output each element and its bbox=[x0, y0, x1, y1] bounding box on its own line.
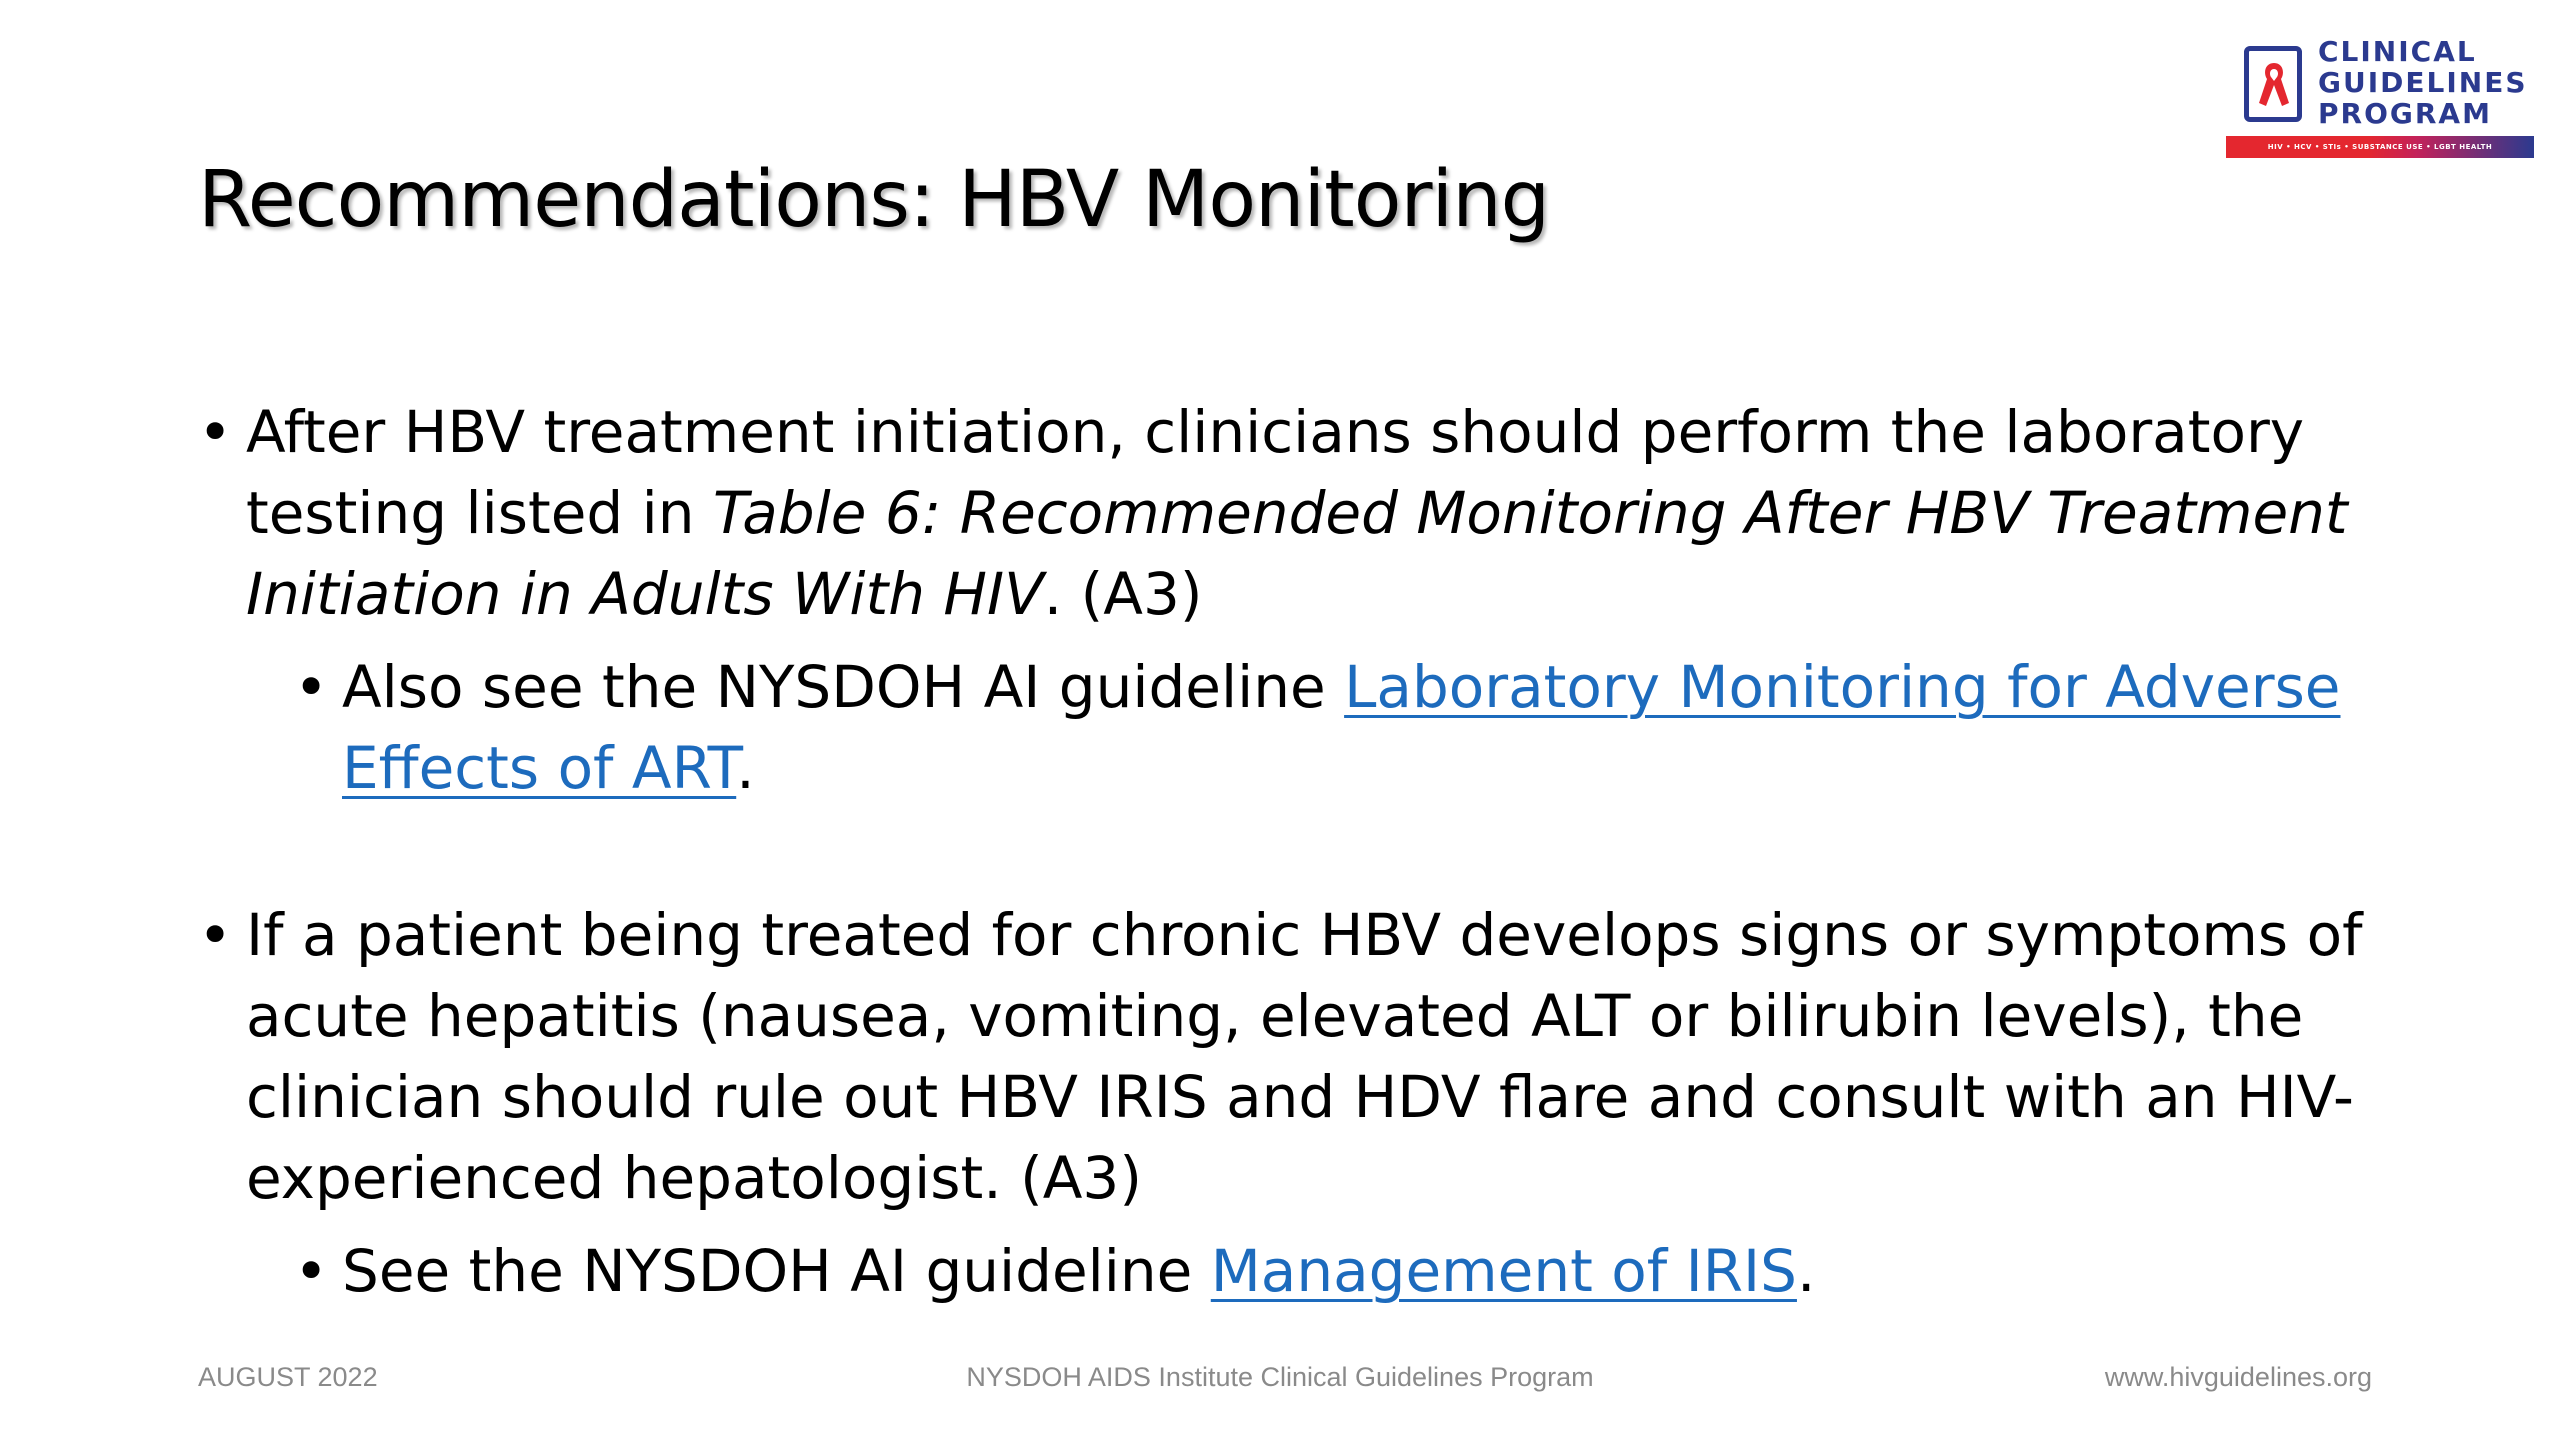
red-ribbon-icon bbox=[2255, 59, 2293, 111]
logo-tagline: HIV • HCV • STIs • SUBSTANCE USE • LGBT HEALTH bbox=[2226, 136, 2534, 158]
bullet-1-text: After HBV treatment initiation, clinicians should perform the laboratory testing listed in bbox=[246, 398, 2305, 547]
sub-bullet-2-text: See the NYSDOH AI guideline bbox=[342, 1237, 1211, 1305]
management-of-iris-link[interactable]: Management of IRIS bbox=[1210, 1237, 1797, 1305]
footer-website: www.hivguidelines.org bbox=[2104, 1362, 2372, 1392]
sub-bullet-1-period: . bbox=[736, 734, 755, 802]
bullet-icon: • bbox=[198, 398, 233, 466]
sub-bullet-1-text: Also see the NYSDOH AI guideline bbox=[342, 653, 1345, 721]
bullet-item-1 bbox=[198, 392, 2398, 635]
footer-date: AUGUST 2022 bbox=[198, 1362, 378, 1392]
bullet-item-2 bbox=[198, 895, 2398, 1219]
logo-line-2: GUIDELINES bbox=[2318, 66, 2528, 99]
sub-bullet-icon: • bbox=[294, 1237, 329, 1305]
sub-bullet-icon: • bbox=[294, 653, 329, 721]
sub-bullet-2-period: . bbox=[1796, 1237, 1816, 1305]
slide-title: Recommendations: HBV Monitoring bbox=[198, 155, 1550, 245]
bullet-1-rating: . (A3) bbox=[1043, 560, 1203, 628]
sub-bullet-item-2 bbox=[294, 1231, 2398, 1312]
sub-bullet-item-1 bbox=[294, 647, 2398, 809]
bullet-2-text: If a patient being treated for chronic HBV develops signs or symptoms of acute hepatitis (nausea, vomiting, elevated ALT or bilirubin levels), the clinician should rule out HBV IRIS and HDV flare and consult with an HIV-experienced hepatologist. (A3) bbox=[246, 901, 2363, 1212]
logo-line-3: PROGRAM bbox=[2318, 97, 2492, 130]
lab-monitoring-link[interactable]: Laboratory Monitoring for Adverse Effects of ART bbox=[342, 653, 2341, 802]
table-6-reference: Table 6: Recommended Monitoring After HBV Treatment Initiation in Adults With HIV bbox=[246, 479, 2348, 628]
clinical-guidelines-program-logo bbox=[2226, 36, 2534, 160]
footer-program: NYSDOH AIDS Institute Clinical Guidelines Program bbox=[966, 1362, 1594, 1392]
logo-line-1: CLINICAL bbox=[2318, 35, 2477, 68]
logo-badge bbox=[2244, 46, 2302, 122]
bullet-icon: • bbox=[198, 901, 233, 969]
logo-wordmark bbox=[2318, 36, 2534, 129]
slide-body bbox=[198, 392, 2398, 1370]
